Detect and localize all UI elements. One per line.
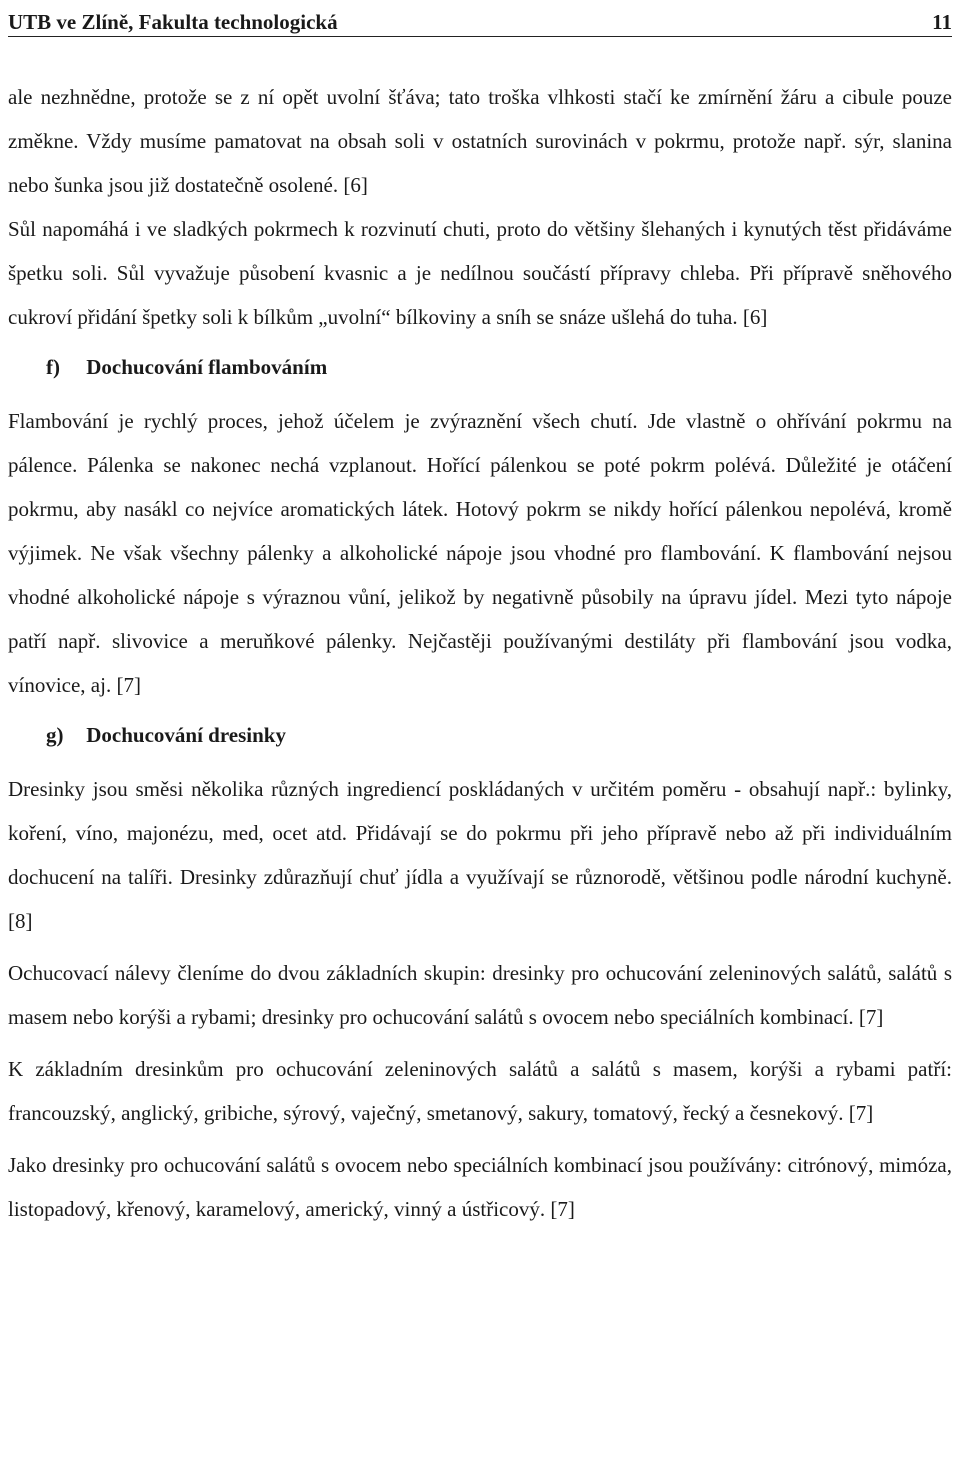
page-number: 11 bbox=[932, 10, 952, 34]
page-header bbox=[8, 0, 952, 37]
paragraph-flambovani: Flambování je rychlý proces, jehož účelem je zvýraznění všech chutí. Jde vlastně o ohřívání pokrmu na pálence. Pálenka se nakonec nechá vzplanout. Hořící pálenkou se poté pokrm polévá. Důležité je otáčení pokrmu, aby nasákl co nejvíce aromatických látek. Hotový pokrm se nikdy hořící pálenkou nepolévá, kromě výjimek. Ne však všechny pálenky a alkoholické nápoje jsou vhodné pro flambování. K flambování nejsou vhodné alkoholické nápoje s výraznou vůní, jelikož by negativně působily na úpravu jídel. Mezi tyto nápoje patří např. slivovice a meruňkové pálenky. Nejčastěji používanými destiláty při flambování jsou vodka, vínovice, aj. [7] bbox=[8, 409, 952, 697]
paragraph-dresinky-fruit: Jako dresinky pro ochucování salátů s ovocem nebo speciálních kombinací jsou používány: citrónový, mimóza, listopadový, křenový, karamelový, americký, vinný a ústřicový. [7] bbox=[8, 1153, 952, 1221]
paragraph-dresinky-vegetable: K základním dresinkům pro ochucování zeleninových salátů a salátů s masem, korýši a rybami patří: francouzský, anglický, gribiche, sýrový, vaječný, smetanový, sakury, tomatový, řecký a česnekový. [7] bbox=[8, 1057, 952, 1125]
section-heading-dresinky bbox=[8, 713, 952, 757]
page-content bbox=[8, 75, 952, 1231]
section-title: Dochucování dresinky bbox=[86, 723, 286, 747]
section-heading-flambovani bbox=[8, 345, 952, 389]
header-title: UTB ve Zlíně, Fakulta technologická bbox=[8, 10, 338, 34]
paragraph-salt-onion: ale nezhnědne, protože se z ní opět uvolní šťáva; tato troška vlhkosti stačí ke zmírnění žáru a cibule pouze změkne. Vždy musíme pamatovat na obsah soli v ostatních surovinách v pokrmu, protože např. sýr, slanina nebo šunka jsou již dostatečně osolené. [6] bbox=[8, 85, 952, 197]
section-label: f) bbox=[46, 355, 60, 379]
paragraph-salt-sweet: Sůl napomáhá i ve sladkých pokrmech k rozvinutí chuti, proto do většiny šlehaných i kynutých těst přidáváme špetku soli. Sůl vyvažuje působení kvasnic a je nedílnou součástí přípravy chleba. Při přípravě sněhového cukroví přidání špetky soli k bílkům „uvolní“ bílkoviny a sníh se snáze ušlehá do tuha. [6] bbox=[8, 217, 952, 329]
section-title: Dochucování flambováním bbox=[86, 355, 328, 379]
paragraph-dresinky-definition: Dresinky jsou směsi několika různých ingrediencí poskládaných v určitém poměru - obsahují např.: bylinky, koření, víno, majonézu, med, ocet atd. Přidávají se do pokrmu při jeho přípravě nebo až při individuálním dochucení na talíři. Dresinky zdůrazňují chuť jídla a využívají se různorodě, většinou podle národní kuchyně. [8] bbox=[8, 777, 952, 933]
paragraph-dresinky-groups: Ochucovací nálevy členíme do dvou základních skupin: dresinky pro ochucování zeleninových salátů, salátů s masem nebo korýši a rybami; dresinky pro ochucování salátů s ovocem nebo speciálních kombinací. [7] bbox=[8, 961, 952, 1029]
section-label: g) bbox=[46, 723, 64, 747]
